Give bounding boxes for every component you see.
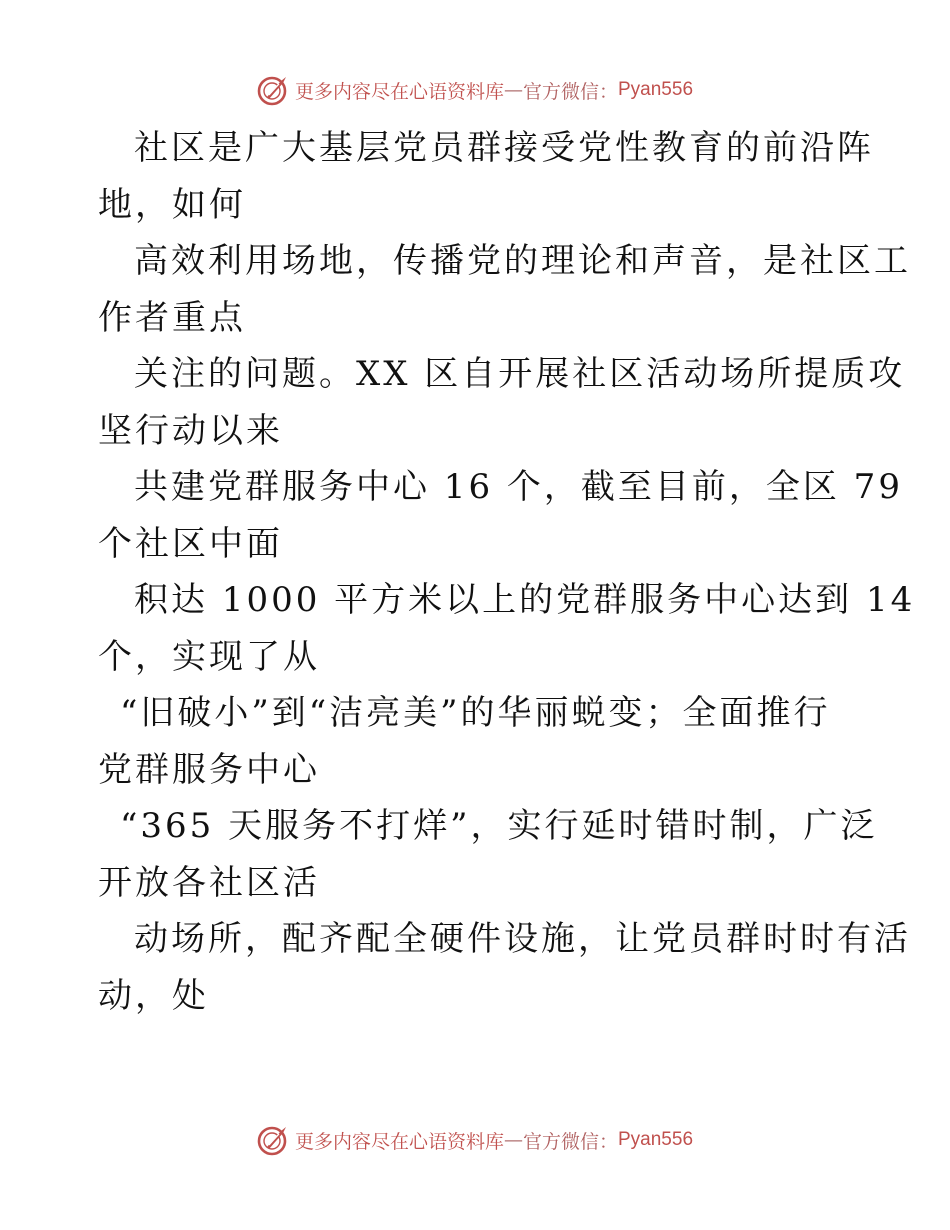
paragraph-line: 关注的问题。XX 区自开展社区活动场所提质攻 [134,354,906,394]
pen-nib-circle-icon [257,1123,291,1157]
document-body [98,120,916,1024]
paragraph-line: 党群服务中心 [98,749,320,790]
banner-title: 更多内容尽在心语资料库 [294,80,504,103]
paragraph-line: 社区是广大基层党员群接受党性教育的前沿阵 [134,128,874,168]
banner-title: 更多内容尽在心语资料库 [294,1130,504,1153]
paragraph-line: 动场所，配齐配全硬件设施，让党员群时时有活 [134,919,911,959]
paragraph-line: 个社区中面 [98,523,283,564]
paragraph-3 [98,346,906,459]
paragraph-line: 开放各社区活 [98,862,320,903]
banner-wechat-label: 官方微信： [522,80,618,103]
paragraph-line: 坚行动以来 [98,410,283,451]
paragraph-6 [98,685,858,798]
paragraph-5 [98,572,916,685]
banner-wechat-label: 官方微信： [522,1130,618,1153]
paragraph-line: “旧破小”到“洁亮美”的华丽蜕变；全面推行 [120,693,831,733]
paragraph-line: 高效利用场地，传播党的理论和声音，是社区工 [134,241,911,281]
banner-dash: — [503,1129,523,1151]
banner-wechat-id: Pyan556 [618,1129,694,1150]
paragraph-8 [98,911,911,1024]
paragraph-line: 积达 1000 平方米以上的党群服务中心达到 14 [134,580,916,620]
paragraph-2 [98,233,911,346]
paragraph-line: 共建党群服务中心 16 个，截至目前，全区 79 [134,467,903,507]
footer-banner [0,1120,950,1160]
paragraph-1 [98,120,874,233]
banner-dash: — [503,79,523,101]
header-banner [0,70,950,110]
banner-wechat-id: Pyan556 [618,79,694,100]
pen-nib-circle-icon [257,73,291,107]
paragraph-line: “365 天服务不打烊”，实行延时错时制，广泛 [120,806,878,846]
paragraph-line: 地，如何 [98,184,246,225]
paragraph-line: 个，实现了从 [98,636,320,677]
paragraph-line: 作者重点 [98,297,246,338]
paragraph-4 [98,459,903,572]
paragraph-line: 动，处 [98,975,209,1016]
paragraph-7 [98,798,878,911]
